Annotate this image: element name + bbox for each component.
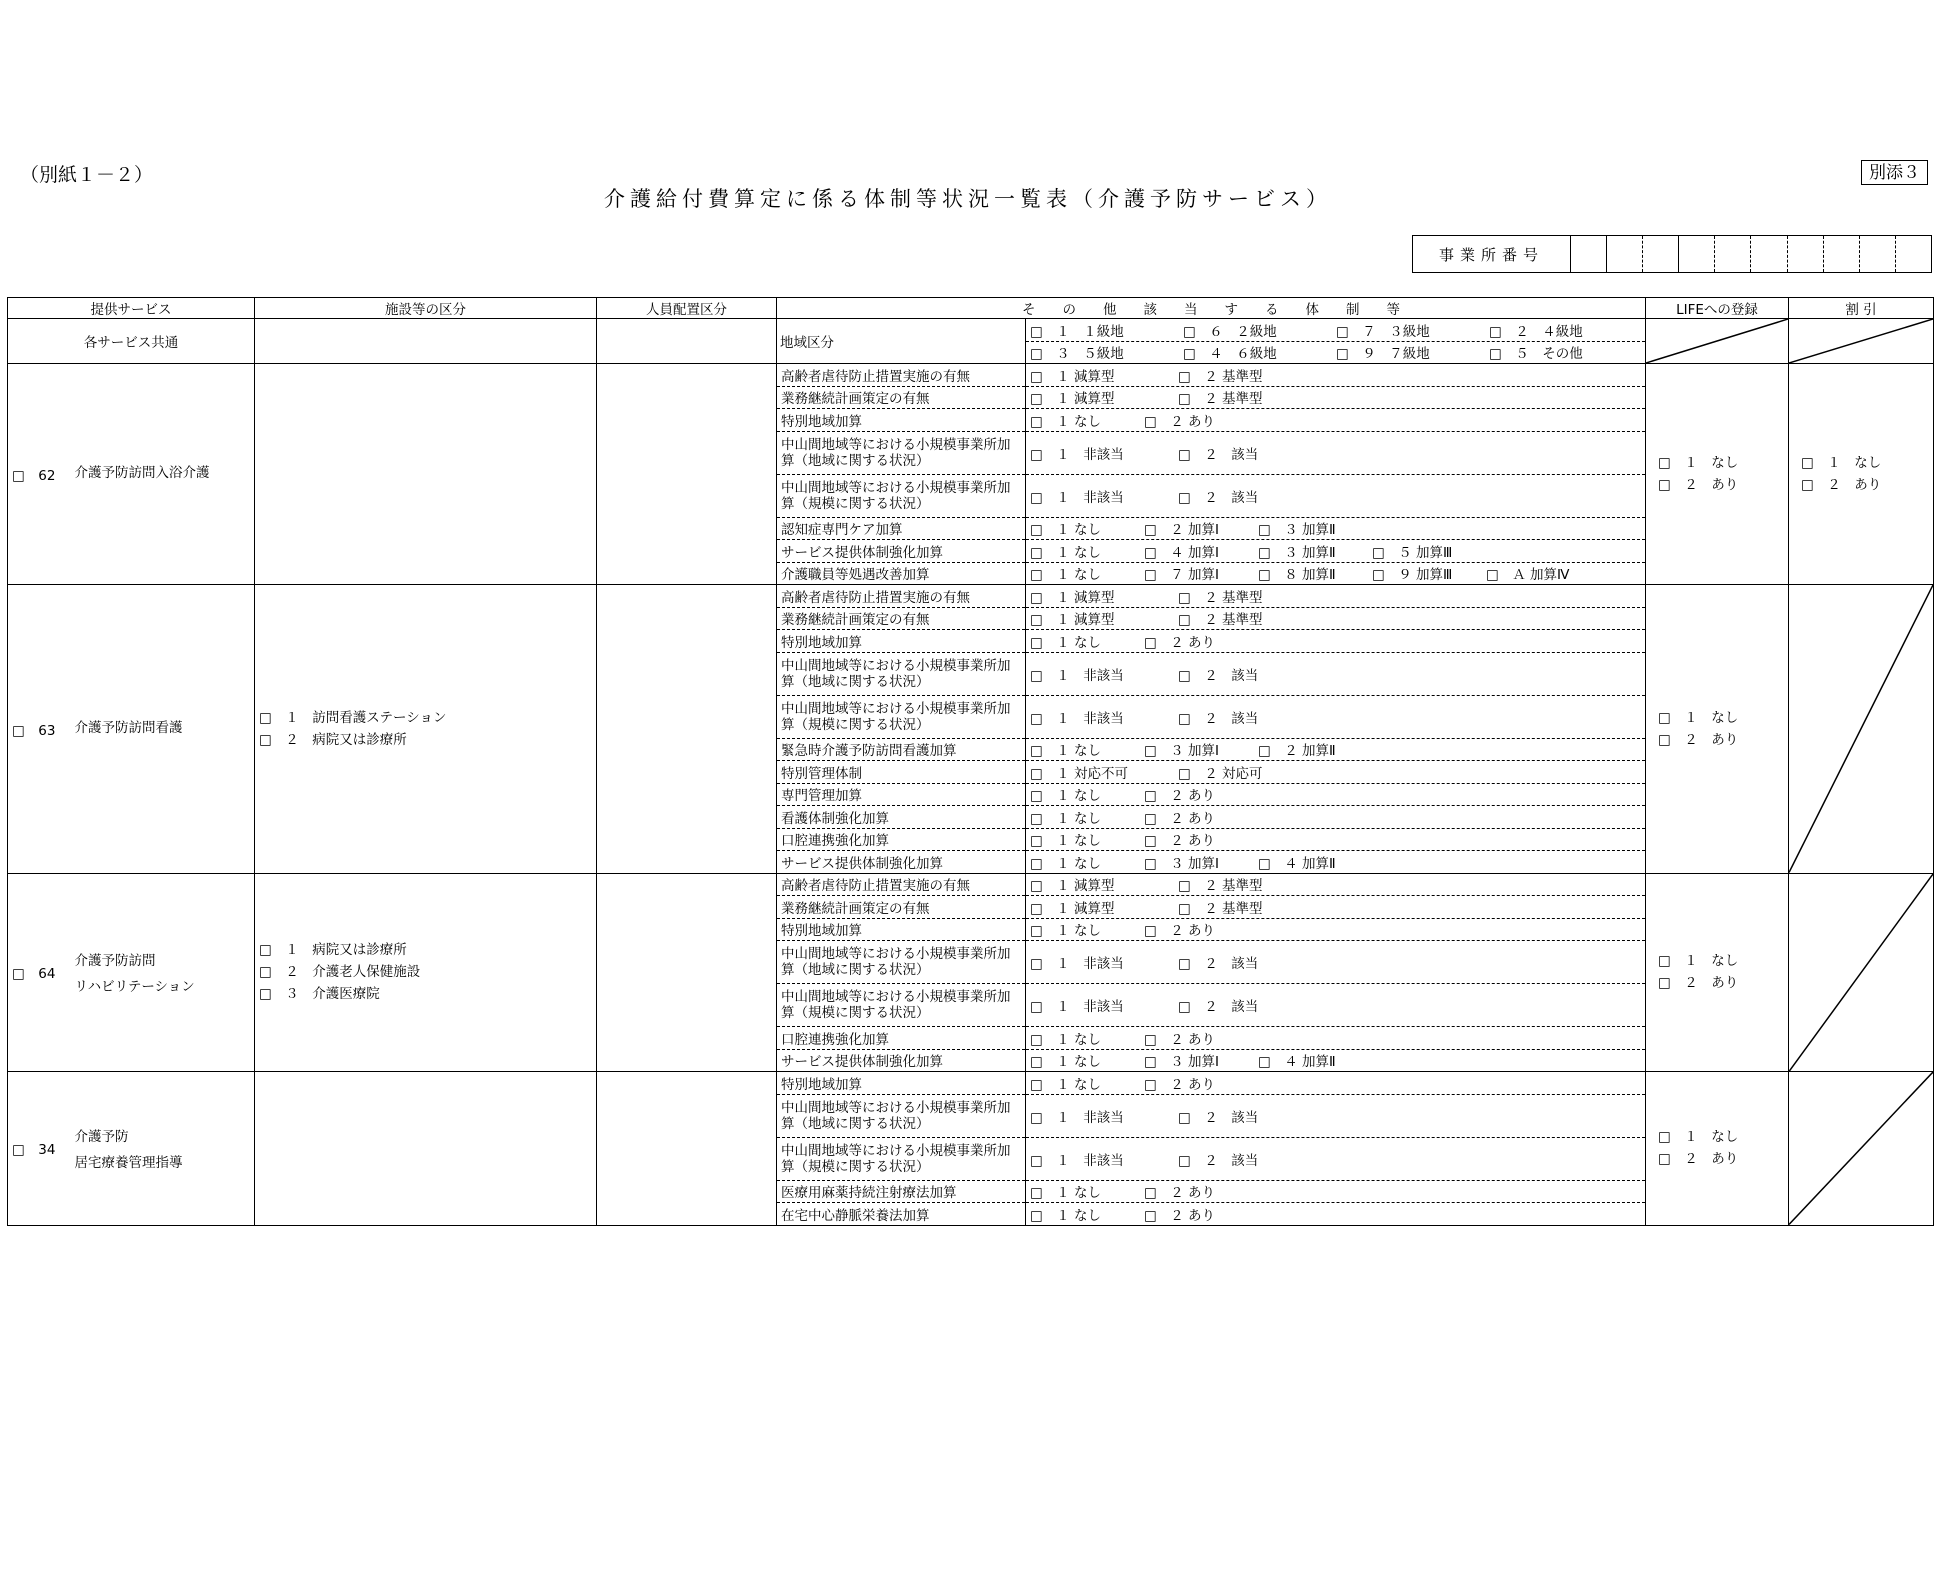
item-label: 業務継続計画策定の有無: [777, 386, 1026, 409]
discount-not-applicable: [1789, 585, 1934, 874]
office-number-cells[interactable]: [1571, 236, 1931, 272]
checkbox-option[interactable]: □ ２ 該当: [1178, 710, 1259, 727]
checkbox-option[interactable]: □ １ なし: [1030, 634, 1102, 651]
item-options: [1026, 1180, 1646, 1203]
checkbox-option[interactable]: □ ２ 該当: [1178, 446, 1259, 463]
checkbox-option[interactable]: □ １ なし: [1030, 810, 1102, 827]
item-label: 中山間地域等における小規模事業所加算（規模に関する状況）: [777, 474, 1026, 517]
item-options: [1026, 652, 1646, 695]
checkbox-option[interactable]: □ ２ 該当: [1178, 999, 1259, 1015]
sheet-label: （別紙１－２）: [20, 164, 154, 186]
life-option[interactable]: □ ２ あり: [1658, 731, 1739, 748]
discount-not-applicable: [1789, 319, 1934, 364]
item-label: 口腔連携強化加算: [777, 828, 1026, 851]
checkbox-option[interactable]: □ ７ ３級地: [1336, 323, 1430, 340]
item-label: サービス提供体制強化加算: [777, 1049, 1026, 1072]
office-number-digit[interactable]: [1607, 236, 1643, 272]
item-options: [1026, 607, 1646, 630]
checkbox-option[interactable]: □ ２ あり: [1144, 788, 1216, 805]
facility-cell: [255, 873, 597, 1072]
item-options: [1026, 851, 1646, 874]
checkbox-option[interactable]: □ ９ ７級地: [1336, 346, 1430, 363]
diagonal-slash-icon: [1789, 319, 1933, 363]
item-label: 中山間地域等における小規模事業所加算（規模に関する状況）: [777, 984, 1026, 1027]
office-number-digit[interactable]: [1715, 236, 1751, 272]
checkbox-option[interactable]: □ １ 対応不可: [1030, 765, 1129, 782]
item-label: 高齢者虐待防止措置実施の有無: [777, 585, 1026, 608]
checkbox-option[interactable]: □ １ なし: [1030, 1185, 1102, 1202]
header-life: LIFEへの登録: [1646, 298, 1789, 319]
item-options: [1026, 1049, 1646, 1072]
header-other: そ の 他 該 当 す る 体 制 等: [777, 298, 1646, 319]
item-options: [1026, 738, 1646, 761]
item-label: 在宅中心静脈栄養法加算: [777, 1203, 1026, 1226]
header-staff: 人員配置区分: [597, 298, 777, 319]
checkbox-option[interactable]: □ １ 非該当: [1030, 1109, 1124, 1126]
item-label: 業務継続計画策定の有無: [777, 896, 1026, 919]
office-number-digit[interactable]: [1860, 236, 1896, 272]
item-options: [1026, 1203, 1646, 1226]
item-label: 高齢者虐待防止措置実施の有無: [777, 364, 1026, 387]
discount-option[interactable]: □ １ なし: [1801, 455, 1882, 471]
item-label: 高齢者虐待防止措置実施の有無: [777, 873, 1026, 896]
facility-cell: [255, 364, 597, 585]
checkbox-option[interactable]: □ ２ 基準型: [1178, 612, 1263, 629]
checkbox-option[interactable]: □ ２ 該当: [1178, 1152, 1259, 1169]
common-options-line2: [1026, 341, 1646, 364]
item-label: 特別管理体制: [777, 761, 1026, 784]
checkbox-option[interactable]: □ ２ あり: [1144, 923, 1216, 940]
staff-cell: [597, 873, 777, 1072]
checkbox-option[interactable]: □ ２ 基準型: [1178, 368, 1263, 385]
checkbox-option[interactable]: □ １ 減算型: [1030, 612, 1115, 629]
checkbox-option[interactable]: □ ２ 該当: [1178, 489, 1259, 506]
item-options: [1026, 364, 1646, 387]
checkbox-option[interactable]: □ １ なし: [1030, 522, 1102, 539]
checkbox-option[interactable]: □ ２ 基準型: [1178, 589, 1263, 606]
office-number-label: 事業所番号: [1413, 236, 1571, 272]
service-name: [71, 1072, 255, 1226]
common-staff-cell: [597, 319, 777, 364]
checkbox-option[interactable]: □ １ 非該当: [1030, 999, 1124, 1015]
facility-option[interactable]: □ ３ 介護医療院: [259, 986, 380, 1003]
checkbox-option[interactable]: □ ３ 加算Ⅱ: [1258, 522, 1336, 539]
item-label: 中山間地域等における小規模事業所加算（地域に関する状況）: [777, 652, 1026, 695]
checkbox-option[interactable]: □ １ 減算型: [1030, 391, 1115, 408]
item-label: 医療用麻薬持続注射療法加算: [777, 1180, 1026, 1203]
item-label: 緊急時介護予防訪問看護加算: [777, 738, 1026, 761]
item-label: サービス提供体制強化加算: [777, 540, 1026, 563]
checkbox-option[interactable]: □ ３ 加算Ⅰ: [1144, 1054, 1220, 1071]
life-option[interactable]: □ １ なし: [1658, 953, 1739, 970]
checkbox-option[interactable]: □ １ 非該当: [1030, 1152, 1124, 1169]
checkbox-option[interactable]: □ ２ 基準型: [1178, 391, 1263, 408]
staff-cell: [597, 1072, 777, 1226]
checkbox-option[interactable]: □ ２ 該当: [1178, 956, 1259, 972]
item-options: [1026, 896, 1646, 919]
checkbox-option[interactable]: □ ２ 基準型: [1178, 900, 1263, 917]
item-options: [1026, 873, 1646, 896]
checkbox-option[interactable]: □ Ａ 加算Ⅳ: [1486, 567, 1570, 584]
service-name-line1: 介護予防訪問看護: [74, 719, 183, 736]
item-label: 特別地域加算: [777, 1072, 1026, 1095]
checkbox-option[interactable]: □ ４ ６級地: [1183, 346, 1277, 363]
facility-cell: [255, 585, 597, 874]
common-service-label: 各サービス共通: [8, 319, 255, 364]
checkbox-option[interactable]: □ ２ 該当: [1178, 667, 1259, 684]
checkbox-option[interactable]: □ １ なし: [1030, 743, 1102, 760]
page-title: 介護給付費算定に係る体制等状況一覧表（介護予防サービス）: [604, 187, 1332, 211]
checkbox-option[interactable]: □ １ なし: [1030, 413, 1102, 430]
checkbox-option[interactable]: □ ４ 加算Ⅱ: [1258, 855, 1336, 872]
facility-option[interactable]: □ １ 病院又は診療所: [259, 942, 407, 959]
item-options: [1026, 540, 1646, 563]
service-code-checkbox[interactable]: □ 63: [8, 585, 71, 874]
checkbox-option[interactable]: □ １ 非該当: [1030, 446, 1124, 463]
facility-option[interactable]: □ ２ 介護老人保健施設: [259, 964, 421, 981]
checkbox-option[interactable]: □ ２ あり: [1144, 833, 1216, 850]
office-number-digit[interactable]: [1643, 236, 1679, 272]
checkbox-option[interactable]: □ １ なし: [1030, 1031, 1102, 1048]
checkbox-option[interactable]: □ ７ 加算Ⅰ: [1144, 567, 1220, 584]
checkbox-option[interactable]: □ ６ ２級地: [1183, 323, 1277, 340]
item-label: 中山間地域等における小規模事業所加算（規模に関する状況）: [777, 695, 1026, 738]
checkbox-option[interactable]: □ １ なし: [1030, 788, 1102, 805]
checkbox-option[interactable]: □ １ なし: [1030, 923, 1102, 940]
office-number-digit[interactable]: [1788, 236, 1824, 272]
checkbox-option[interactable]: □ ５ その他: [1489, 346, 1583, 363]
checkbox-option[interactable]: □ １ 非該当: [1030, 667, 1124, 684]
life-option[interactable]: □ １ なし: [1658, 709, 1739, 726]
item-label: 特別地域加算: [777, 918, 1026, 941]
service-name: [71, 873, 255, 1072]
service-name: [71, 585, 255, 874]
item-options: [1026, 386, 1646, 409]
item-options: [1026, 1072, 1646, 1095]
life-option[interactable]: □ １ なし: [1658, 455, 1739, 471]
table-row: [8, 585, 1934, 608]
checkbox-option[interactable]: □ ２ 該当: [1178, 1109, 1259, 1126]
table-row: [8, 873, 1934, 896]
life-options: [1646, 585, 1789, 874]
office-number-digit[interactable]: [1824, 236, 1860, 272]
checkbox-option[interactable]: □ １ なし: [1030, 1207, 1102, 1224]
checkbox-option[interactable]: □ ５ 加算Ⅲ: [1372, 544, 1453, 561]
staff-cell: [597, 585, 777, 874]
facility-option[interactable]: □ ２ 病院又は診療所: [259, 731, 407, 748]
item-options: [1026, 431, 1646, 474]
service-status-table: [7, 297, 1934, 1226]
checkbox-option[interactable]: □ ３ 加算Ⅱ: [1258, 544, 1336, 561]
service-name-line2: [75, 736, 251, 742]
office-number-digit[interactable]: [1571, 236, 1607, 272]
checkbox-option[interactable]: □ ２ あり: [1144, 1207, 1216, 1224]
checkbox-option[interactable]: □ １ なし: [1030, 833, 1102, 850]
item-label: 専門管理加算: [777, 783, 1026, 806]
discount-not-applicable: [1789, 1072, 1934, 1226]
life-options: [1646, 873, 1789, 1072]
service-name: [71, 364, 255, 585]
annex-label: 別添３: [1861, 160, 1928, 185]
item-label: 業務継続計画策定の有無: [777, 607, 1026, 630]
life-option[interactable]: □ １ なし: [1658, 1129, 1739, 1146]
discount-option[interactable]: □ ２ あり: [1801, 477, 1882, 493]
life-options: [1646, 364, 1789, 585]
service-name-line2: [75, 481, 251, 487]
common-options-line1: [1026, 319, 1646, 342]
checkbox-option[interactable]: □ ９ 加算Ⅲ: [1372, 567, 1453, 584]
header-discount: 割 引: [1789, 298, 1934, 319]
checkbox-option[interactable]: □ ２ あり: [1144, 1076, 1216, 1093]
item-options: [1026, 630, 1646, 653]
staff-cell: [597, 364, 777, 585]
item-options: [1026, 828, 1646, 851]
item-label: 中山間地域等における小規模事業所加算（規模に関する状況）: [777, 1137, 1026, 1180]
checkbox-option[interactable]: □ ２ 対応可: [1178, 765, 1263, 782]
service-name-line1: 介護予防: [74, 1129, 129, 1146]
diagonal-slash-icon: [1646, 319, 1788, 363]
life-option[interactable]: □ ２ あり: [1658, 1151, 1739, 1168]
checkbox-option[interactable]: □ １ なし: [1030, 567, 1102, 584]
life-option[interactable]: □ ２ あり: [1658, 477, 1739, 493]
checkbox-option[interactable]: □ ４ 加算Ⅰ: [1144, 544, 1220, 561]
service-name-line1: 介護予防訪問入浴介護: [74, 465, 210, 481]
diagonal-slash-icon: [1789, 1072, 1933, 1225]
life-not-applicable: [1646, 319, 1789, 364]
item-label: 中山間地域等における小規模事業所加算（地域に関する状況）: [777, 431, 1026, 474]
checkbox-option[interactable]: □ １ 非該当: [1030, 489, 1124, 506]
office-number-digit[interactable]: [1679, 236, 1715, 272]
item-label: 特別地域加算: [777, 630, 1026, 653]
checkbox-option[interactable]: □ １ なし: [1030, 855, 1102, 872]
checkbox-option[interactable]: □ ８ 加算Ⅱ: [1258, 567, 1336, 584]
facility-cell: [255, 1072, 597, 1226]
office-number-digit[interactable]: [1896, 236, 1931, 272]
discount-options: [1789, 364, 1934, 585]
service-code-checkbox[interactable]: □ 64: [8, 873, 71, 1072]
item-options: [1026, 695, 1646, 738]
item-options: [1026, 1027, 1646, 1050]
item-label: 介護職員等処遇改善加算: [777, 562, 1026, 585]
header-service: 提供サービス: [8, 298, 255, 319]
checkbox-option[interactable]: □ １ 減算型: [1030, 589, 1115, 606]
service-name-line2: 居宅療養管理指導: [74, 1155, 183, 1172]
item-label: 中山間地域等における小規模事業所加算（地域に関する状況）: [777, 1094, 1026, 1137]
checkbox-option[interactable]: □ １ なし: [1030, 544, 1102, 561]
item-options: [1026, 474, 1646, 517]
item-label: サービス提供体制強化加算: [777, 851, 1026, 874]
checkbox-option[interactable]: □ ２ あり: [1144, 1185, 1216, 1202]
common-item-label: 地域区分: [777, 319, 1026, 364]
checkbox-option[interactable]: □ １ 非該当: [1030, 710, 1124, 727]
table-body: [8, 319, 1934, 1226]
diagonal-slash-icon: [1789, 874, 1933, 1072]
header-facility: 施設等の区分: [255, 298, 597, 319]
item-options: [1026, 806, 1646, 829]
service-code-checkbox[interactable]: □ 34: [8, 1072, 71, 1226]
item-options: [1026, 761, 1646, 784]
checkbox-option[interactable]: □ ４ 加算Ⅱ: [1258, 1054, 1336, 1071]
table-row: [8, 1072, 1934, 1095]
facility-option[interactable]: □ １ 訪問看護ステーション: [259, 709, 447, 726]
checkbox-option[interactable]: □ ２ あり: [1144, 1031, 1216, 1048]
item-options: [1026, 918, 1646, 941]
item-label: 中山間地域等における小規模事業所加算（地域に関する状況）: [777, 941, 1026, 984]
item-label: 特別地域加算: [777, 409, 1026, 432]
item-options: [1026, 562, 1646, 585]
checkbox-option[interactable]: □ ３ ５級地: [1030, 346, 1124, 363]
item-options: [1026, 409, 1646, 432]
checkbox-option[interactable]: □ １ 非該当: [1030, 956, 1124, 972]
service-name-line2: リハビリテーション: [74, 979, 195, 996]
checkbox-option[interactable]: □ １ １級地: [1030, 323, 1124, 340]
item-options: [1026, 1094, 1646, 1137]
checkbox-option[interactable]: □ ２ あり: [1144, 634, 1216, 651]
checkbox-option[interactable]: □ １ 減算型: [1030, 878, 1115, 895]
checkbox-option[interactable]: □ ２ あり: [1144, 810, 1216, 827]
item-options: [1026, 585, 1646, 608]
service-code-checkbox[interactable]: □ 62: [8, 364, 71, 585]
checkbox-option[interactable]: □ ３ 加算Ⅰ: [1144, 855, 1220, 872]
checkbox-option[interactable]: □ １ なし: [1030, 1054, 1102, 1071]
item-options: [1026, 1137, 1646, 1180]
item-options: [1026, 517, 1646, 540]
checkbox-option[interactable]: □ ２ 基準型: [1178, 878, 1263, 895]
checkbox-option[interactable]: □ １ なし: [1030, 1076, 1102, 1093]
item-options: [1026, 984, 1646, 1027]
discount-not-applicable: [1789, 873, 1934, 1072]
table-row: [8, 364, 1934, 387]
item-label: 看護体制強化加算: [777, 806, 1026, 829]
item-options: [1026, 783, 1646, 806]
office-number-digit[interactable]: [1751, 236, 1787, 272]
checkbox-option[interactable]: □ １ 減算型: [1030, 368, 1115, 385]
item-label: 口腔連携強化加算: [777, 1027, 1026, 1050]
checkbox-option[interactable]: □ ３ 加算Ⅰ: [1144, 743, 1220, 760]
item-options: [1026, 941, 1646, 984]
life-options: [1646, 1072, 1789, 1226]
checkbox-option[interactable]: □ １ 減算型: [1030, 900, 1115, 917]
checkbox-option[interactable]: □ ２ 加算Ⅱ: [1258, 743, 1336, 760]
service-name-line1: 介護予防訪問: [74, 953, 156, 970]
life-option[interactable]: □ ２ あり: [1658, 975, 1739, 992]
checkbox-option[interactable]: □ ２ あり: [1144, 413, 1216, 430]
checkbox-option[interactable]: □ ２ 加算Ⅰ: [1144, 522, 1220, 539]
office-number-box: [1412, 235, 1932, 273]
item-label: 認知症専門ケア加算: [777, 517, 1026, 540]
checkbox-option[interactable]: □ ２ ４級地: [1489, 323, 1583, 340]
common-facility-cell: [255, 319, 597, 364]
diagonal-slash-icon: [1789, 585, 1933, 873]
